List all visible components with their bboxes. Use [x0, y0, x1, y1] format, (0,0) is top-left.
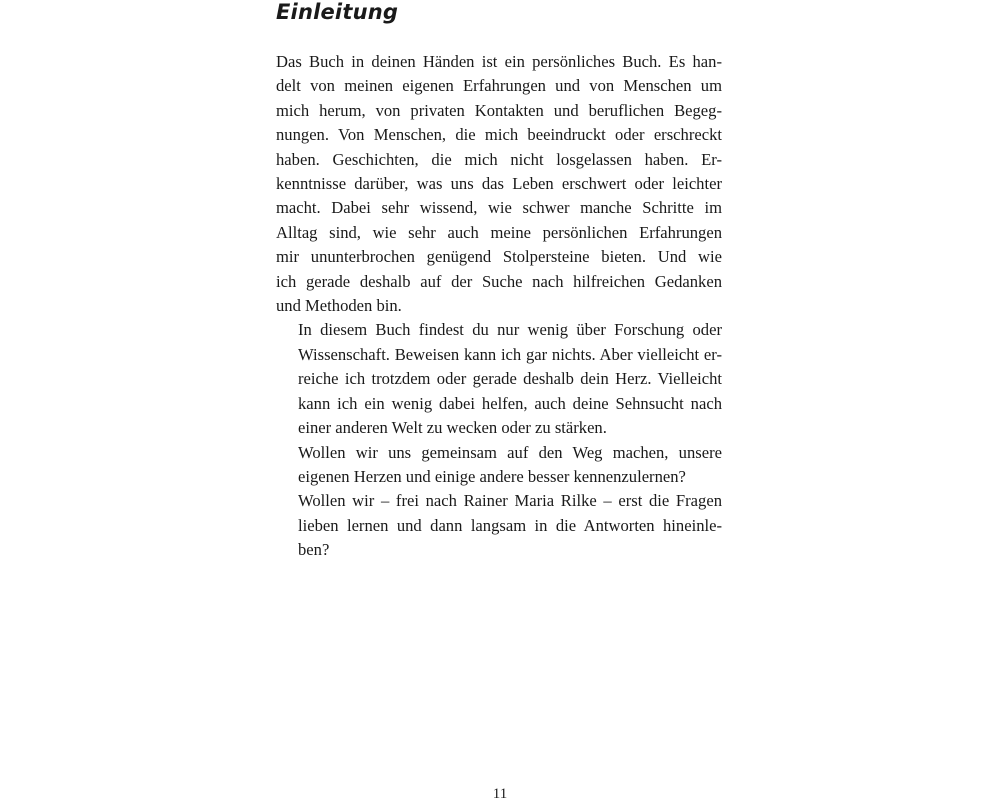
text-line: eigenen Herzen und einige andere besser kennenzulernen?: [298, 466, 686, 486]
text-line: Wissenschaft. Beweisen kann ich gar nichts. Aber vielleicht er-: [298, 344, 722, 364]
text-line: In diesem Buch findest du nur wenig über Forschung oder: [298, 320, 722, 340]
text-line: macht. Dabei sehr wissend, wie schwer manche Schritte im: [276, 198, 722, 218]
text-line: lieben lernen und dann langsam in die Antworten hineinle-: [298, 515, 722, 535]
paragraph-3: [276, 441, 722, 490]
paragraph-1: [276, 50, 722, 318]
text-line: Wollen wir – frei nach Rainer Maria Rilke – erst die Fragen: [298, 491, 722, 511]
text-line: kann ich ein wenig dabei helfen, auch deine Sehnsucht nach: [298, 393, 722, 413]
paragraph-4: [276, 489, 722, 562]
page-number: 11: [492, 786, 508, 802]
text-line: delt von meinen eigenen Erfahrungen und von Menschen um: [276, 76, 722, 96]
text-line: Wollen wir uns gemeinsam auf den Weg machen, unsere: [298, 442, 722, 462]
text-line: kenntnisse darüber, was uns das Leben erschwert oder leichter: [276, 174, 722, 194]
text-line: und Methoden bin.: [276, 296, 402, 316]
text-line: mich herum, von privaten Kontakten und beruflichen Begeg-: [276, 100, 722, 120]
text-line: Alltag sind, wie sehr auch meine persönlichen Erfahrungen: [276, 222, 722, 242]
chapter-body: [276, 50, 722, 563]
text-line: ben?: [298, 540, 330, 560]
text-line: reiche ich trotzdem oder gerade deshalb dein Herz. Vielleicht: [298, 369, 722, 389]
text-line: haben. Geschichten, die mich nicht losgelassen haben. Er-: [276, 149, 722, 169]
text-line: einer anderen Welt zu wecken oder zu stärken.: [298, 418, 607, 438]
paragraph-2: [276, 318, 722, 440]
text-line: Das Buch in deinen Händen ist ein persönliches Buch. Es han-: [276, 52, 722, 71]
chapter-title: Einleitung: [276, 0, 399, 24]
text-line: mir ununterbrochen genügend Stolpersteine bieten. Und wie: [276, 247, 722, 267]
text-line: nungen. Von Menschen, die mich beeindruckt oder erschreckt: [276, 125, 722, 145]
text-line: ich gerade deshalb auf der Suche nach hilfreichen Gedanken: [276, 271, 722, 291]
